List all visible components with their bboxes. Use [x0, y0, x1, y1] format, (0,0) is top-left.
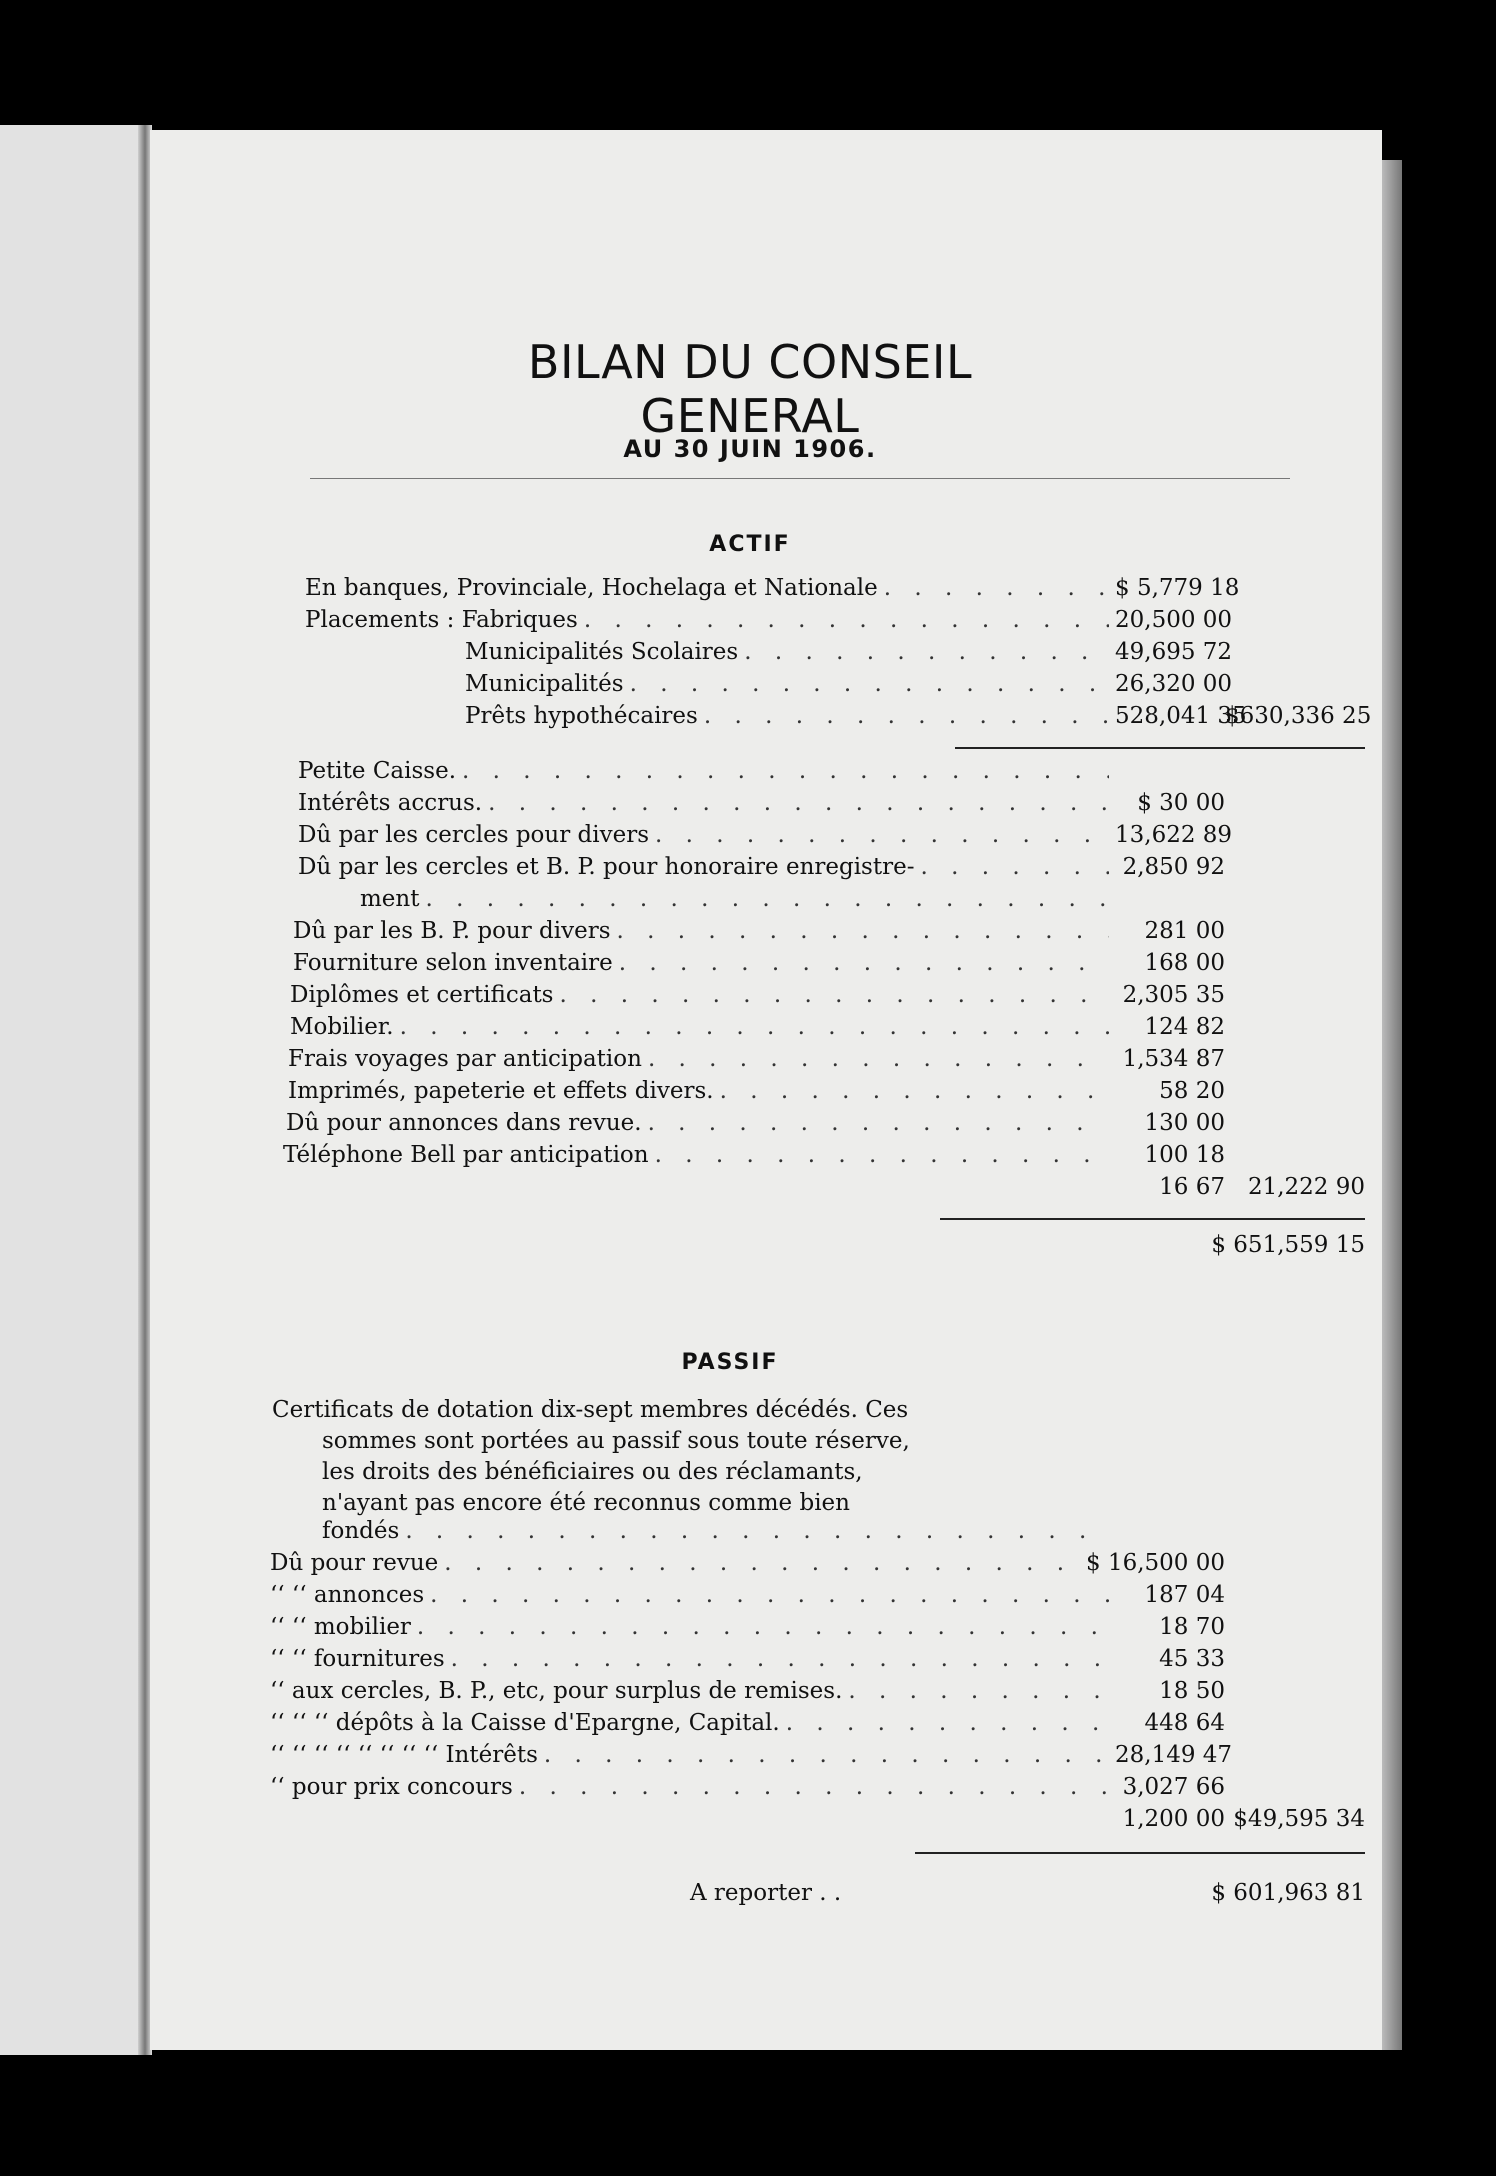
ledger-row [360, 886, 1365, 918]
leader-dots [655, 822, 1109, 848]
leader-dots [560, 982, 1110, 1008]
row-label: ‘‘ pour prix concours [270, 1774, 513, 1800]
leader-dots [544, 1742, 1109, 1768]
grand-total-row [1050, 1232, 1365, 1264]
row-label: Prêts hypothécaires [465, 703, 698, 729]
ledger-row [465, 639, 1365, 671]
row-amount: 130 00 [1144, 1110, 1225, 1136]
ledger-row [305, 607, 1365, 639]
ledger-row [290, 982, 1365, 1014]
leader-dots [405, 1518, 1109, 1544]
leader-dots [884, 575, 1109, 601]
row-label: ‘‘ ‘‘ fournitures [270, 1646, 445, 1672]
left-page [0, 125, 150, 2055]
passif-note-line: Certificats de dotation dix-sept membres décédés. Ces [272, 1397, 909, 1423]
leader-dots [744, 639, 1109, 665]
row-amount: $ 5,779 18 [1115, 575, 1240, 601]
leader-dots [462, 758, 1109, 784]
row-label: Dû par les cercles et B. P. pour honoraire enregistre- [298, 854, 915, 880]
leader-dots [630, 671, 1109, 697]
ledger-row [293, 918, 1365, 950]
row-amount: 448 64 [1144, 1710, 1225, 1736]
ledger-row [270, 1806, 1365, 1838]
row-amount: 13,622 89 [1115, 822, 1233, 848]
row-amount: $ 16,500 00 [1086, 1550, 1225, 1576]
leader-dots [786, 1710, 1109, 1736]
ledger-row [293, 950, 1365, 982]
row-amount: 281 00 [1144, 918, 1225, 944]
row-amount: 45 33 [1159, 1646, 1225, 1672]
ledger-row [283, 1142, 1365, 1174]
subtotal-rule [940, 1218, 1365, 1220]
ledger-row [270, 1646, 1365, 1678]
row-amount: 49,695 72 [1115, 639, 1233, 665]
row-amount: 26,320 00 [1115, 671, 1233, 697]
document-page [150, 130, 1382, 2050]
row-label: Diplômes et certificats [290, 982, 554, 1008]
top-divider [310, 478, 1290, 479]
leader-dots [488, 790, 1109, 816]
leader-dots [655, 1142, 1109, 1168]
ledger-row [298, 822, 1365, 854]
ledger-row [322, 1518, 1365, 1550]
row-label: Mobilier. [290, 1014, 394, 1040]
row-total: $630,336 25 [1225, 703, 1372, 729]
row-label: ment [360, 886, 420, 912]
page-subtitle: AU 30 JUIN 1906. [623, 435, 877, 463]
ledger-row [270, 1710, 1365, 1742]
row-label: Municipalités [465, 671, 624, 697]
ledger-row [270, 1582, 1365, 1614]
row-amount: 1,534 87 [1122, 1046, 1225, 1072]
row-label: Dû pour annonces dans revue. [286, 1110, 642, 1136]
leader-dots [921, 854, 1110, 880]
row-amount: 1,200 00 [1122, 1806, 1225, 1832]
row-amount: 2,850 92 [1122, 854, 1225, 880]
ledger-row [283, 1174, 1365, 1206]
row-amount: $ 30 00 [1137, 790, 1225, 816]
row-amount: 20,500 00 [1115, 607, 1233, 633]
passif-note [272, 1395, 1092, 1519]
passif-note-line: sommes sont portées au passif sous toute réserve, [322, 1428, 910, 1454]
row-label: ‘‘ ‘‘ annonces [270, 1582, 425, 1608]
ledger-row [288, 1046, 1365, 1078]
ledger-row [270, 1550, 1365, 1582]
row-amount: 28,149 47 [1115, 1742, 1233, 1768]
ledger-row [286, 1110, 1365, 1142]
row-amount: 124 82 [1144, 1014, 1225, 1040]
row-amount: 187 04 [1144, 1582, 1225, 1608]
row-label: Dû pour revue [270, 1550, 439, 1576]
row-label: Dû par les B. P. pour divers [293, 918, 611, 944]
ledger-row [270, 1774, 1365, 1806]
row-label: fondés [322, 1518, 400, 1544]
row-label: Imprimés, papeterie et effets divers. [288, 1078, 714, 1104]
leader-dots [720, 1078, 1109, 1104]
leader-dots [704, 703, 1109, 729]
passif-note-line: n'ayant pas encore été reconnus comme bien [322, 1490, 850, 1516]
ledger-row [270, 1678, 1365, 1710]
row-label: En banques, Provinciale, Hochelaga et Nationale [305, 575, 878, 601]
carry-forward-row [690, 1880, 1365, 1912]
ledger-row [290, 1014, 1365, 1046]
row-label: Dû par les cercles pour divers [298, 822, 650, 848]
page-edge [1382, 160, 1402, 2050]
leader-dots [648, 1110, 1109, 1136]
ledger-row [270, 1614, 1365, 1646]
leader-dots [430, 1582, 1109, 1608]
subtotal-rule [915, 1852, 1365, 1854]
leader-dots [400, 1014, 1109, 1040]
row-label: Fourniture selon inventaire [293, 950, 613, 976]
row-amount: 16 67 [1159, 1174, 1225, 1200]
row-label: ‘‘ ‘‘ mobilier [270, 1614, 411, 1640]
row-label: Municipalités Scolaires [465, 639, 739, 665]
leader-dots [444, 1550, 1079, 1576]
ledger-row [298, 790, 1365, 822]
row-label: Frais voyages par anticipation [288, 1046, 642, 1072]
ledger-row [465, 671, 1365, 703]
row-label: Petite Caisse. [298, 758, 457, 784]
leader-dots [584, 607, 1109, 633]
row-amount: 18 50 [1159, 1678, 1225, 1704]
ledger-row [270, 1742, 1365, 1774]
page-title: BILAN DU CONSEIL GENERAL [527, 335, 973, 443]
row-amount: 528,041 35 [1115, 703, 1247, 729]
ledger-row [298, 854, 1365, 886]
row-amount: 58 20 [1159, 1078, 1225, 1104]
leader-dots [648, 1046, 1109, 1072]
leader-dots [417, 1614, 1109, 1640]
row-total: $49,595 34 [1233, 1806, 1365, 1832]
row-label: ‘‘ aux cercles, B. P., etc, pour surplus de remises. [270, 1678, 843, 1704]
row-label: Téléphone Bell par anticipation [283, 1142, 649, 1168]
leader-dots [425, 886, 1109, 912]
carry-total: $ 601,963 81 [1211, 1880, 1365, 1906]
passif-heading: PASSIF [681, 1350, 779, 1375]
passif-note-line: les droits des bénéficiaires ou des réclamants, [322, 1459, 863, 1485]
leader-dots [848, 1678, 1109, 1704]
row-label: Intérêts accrus. [298, 790, 483, 816]
row-amount: 18 70 [1159, 1614, 1225, 1640]
ledger-row [465, 703, 1372, 735]
subtotal-rule [955, 747, 1365, 749]
actif-heading: ACTIF [709, 532, 791, 557]
carry-label: A reporter . . [690, 1880, 842, 1906]
grand-total: $ 651,559 15 [1211, 1232, 1365, 1258]
leader-dots [451, 1646, 1109, 1672]
row-label: ‘‘ ‘‘ ‘‘ dépôts à la Caisse d'Epargne, Capital. [270, 1710, 780, 1736]
row-amount: 100 18 [1144, 1142, 1225, 1168]
ledger-row [288, 1078, 1365, 1110]
leader-dots [519, 1774, 1109, 1800]
ledger-row [298, 758, 1365, 790]
row-total: 21,222 90 [1247, 1174, 1365, 1200]
leader-dots [619, 950, 1109, 976]
row-label: Placements : Fabriques [305, 607, 578, 633]
row-amount: 2,305 35 [1122, 982, 1225, 1008]
leader-dots [617, 918, 1109, 944]
row-label: ‘‘ ‘‘ ‘‘ ‘‘ ‘‘ ‘‘ ‘‘ ‘‘ Intérêts [270, 1742, 538, 1768]
row-amount: 168 00 [1144, 950, 1225, 976]
row-amount: 3,027 66 [1122, 1774, 1225, 1800]
ledger-row [305, 575, 1365, 607]
